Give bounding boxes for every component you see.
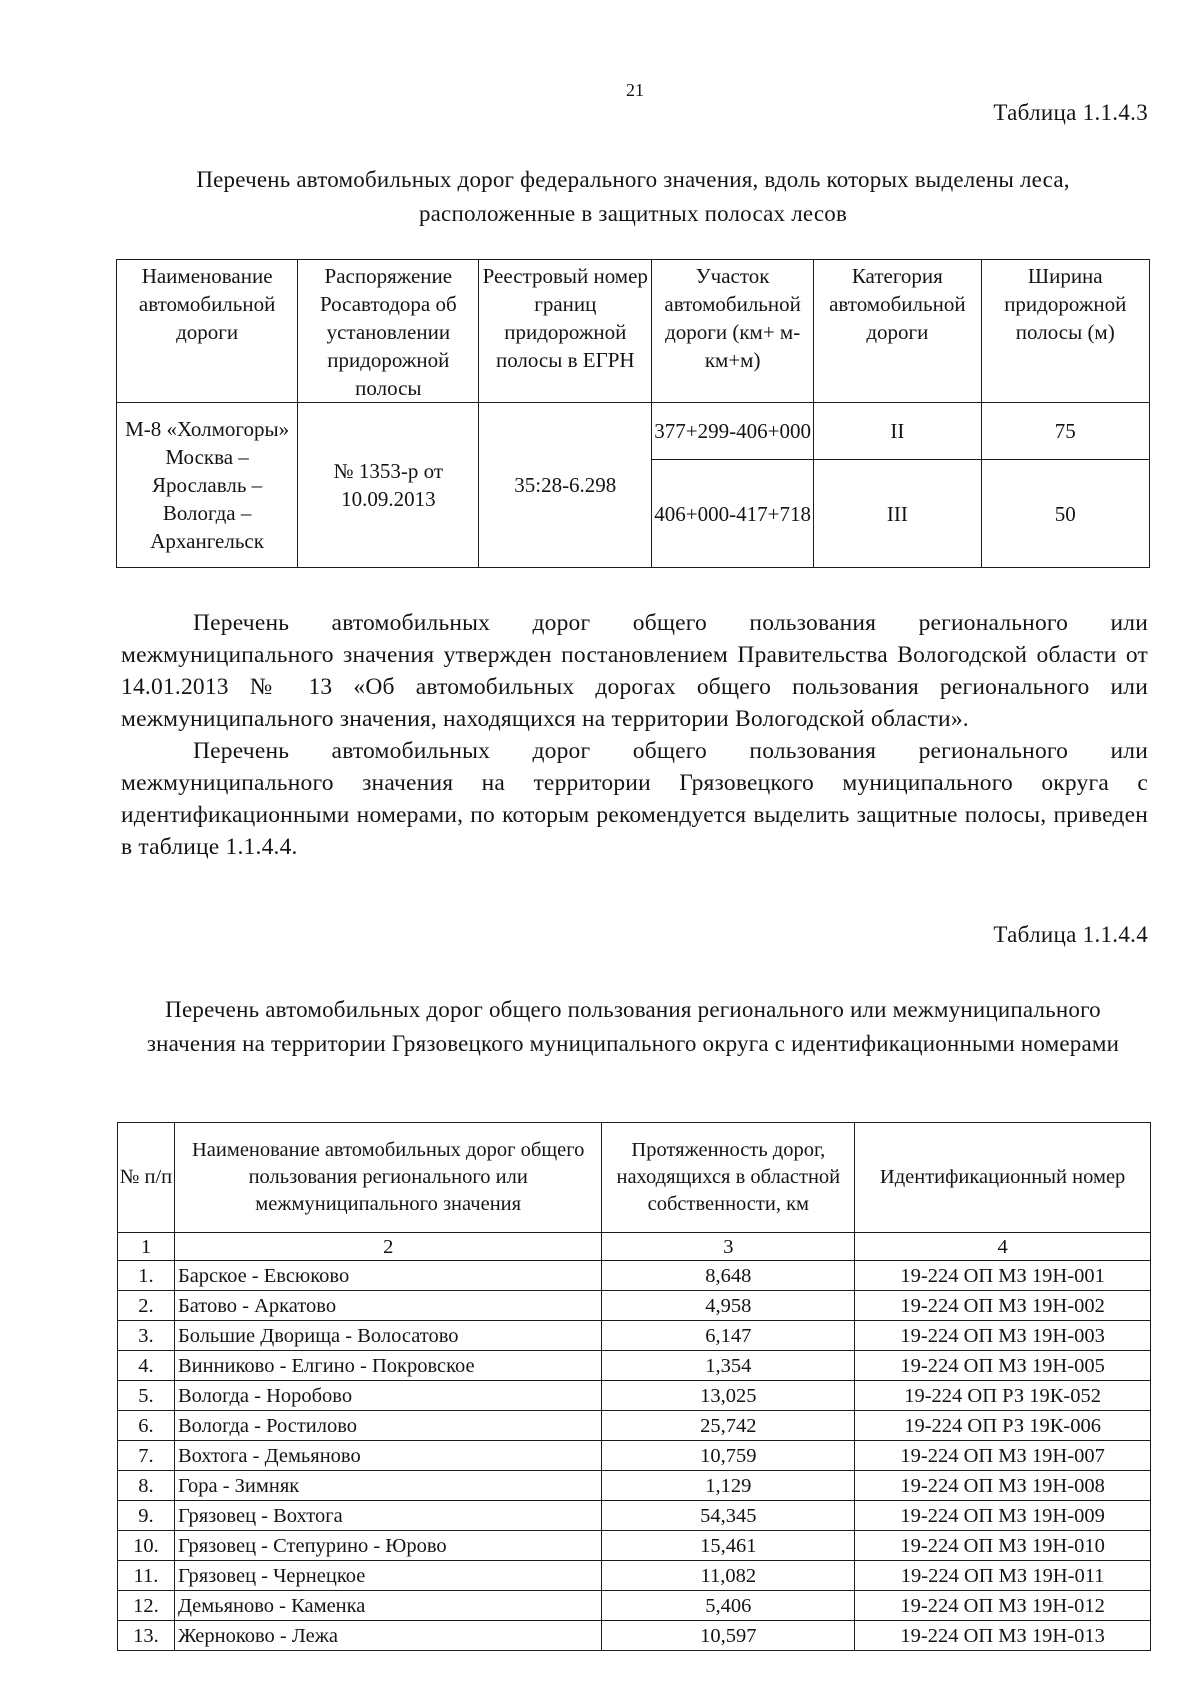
table-row	[118, 1261, 1151, 1291]
road-length: 25,742	[602, 1411, 855, 1441]
road-category: II	[814, 403, 981, 460]
table-row	[118, 1321, 1151, 1351]
road-name: Вологда - Ростилово	[174, 1411, 602, 1441]
road-name: Грязовец - Степурино - Юрово	[174, 1531, 602, 1561]
paragraph: Перечень автомобильных дорог общего пользования регионального или межмуниципального значения на территории Грязовецкого муниципального округа с идентификационными номерами, по которым рекомендуется выделить защитные полосы, приведен в таблице 1.1.4.4.	[121, 738, 1148, 860]
road-length: 1,354	[602, 1351, 855, 1381]
road-id: 19-224 ОП МЗ 19Н-009	[855, 1501, 1151, 1531]
road-name: Грязовец - Вохтога	[174, 1501, 602, 1531]
road-id: 19-224 ОП МЗ 19Н-007	[855, 1441, 1151, 1471]
road-length: 6,147	[602, 1321, 855, 1351]
road-length: 13,025	[602, 1381, 855, 1411]
column-header: Протяженность дорог, находящихся в областной собственности, км	[602, 1123, 855, 1233]
road-length: 4,958	[602, 1291, 855, 1321]
road-id: 19-224 ОП РЗ 19К-006	[855, 1411, 1151, 1441]
table-row	[118, 1501, 1151, 1531]
order-number: № 1353-р от 10.09.2013	[298, 403, 479, 568]
column-header: Наименование автомобильных дорог общего пользования регионального или межмуниципального значения	[174, 1123, 602, 1233]
column-number: 1	[118, 1233, 175, 1261]
road-length: 5,406	[602, 1591, 855, 1621]
table-label: Таблица 1.1.4.4	[993, 922, 1148, 947]
road-id: 19-224 ОП МЗ 19Н-003	[855, 1321, 1151, 1351]
table-row	[118, 1291, 1151, 1321]
table-row	[118, 1411, 1151, 1441]
road-name: Гора - Зимняк	[174, 1471, 602, 1501]
road-length: 1,129	[602, 1471, 855, 1501]
road-name: Винниково - Елгино - Покровское	[174, 1351, 602, 1381]
column-header: Реестровый номер границ придорожной полосы в ЕГРН	[479, 260, 652, 403]
paragraph: Перечень автомобильных дорог общего пользования регионального или межмуниципального значения утвержден постановлением Правительства Вологодской области от 14.01.2013 № 13 «Об автомобильных дорогах общего пользования регионального или межмуниципального значения, находящихся на территории Вологодской области».	[121, 610, 1148, 732]
column-number: 4	[855, 1233, 1151, 1261]
road-id: 19-224 ОП РЗ 19К-052	[855, 1381, 1151, 1411]
road-id: 19-224 ОП МЗ 19Н-012	[855, 1591, 1151, 1621]
table-row	[118, 1351, 1151, 1381]
road-id: 19-224 ОП МЗ 19Н-011	[855, 1561, 1151, 1591]
row-number: 10.	[118, 1531, 175, 1561]
strip-width: 75	[981, 403, 1149, 460]
regional-roads-table	[117, 1122, 1151, 1651]
road-id: 19-224 ОП МЗ 19Н-010	[855, 1531, 1151, 1561]
table-row	[118, 1591, 1151, 1621]
row-number: 8.	[118, 1471, 175, 1501]
row-number: 6.	[118, 1411, 175, 1441]
row-number: 1.	[118, 1261, 175, 1291]
column-number: 2	[174, 1233, 602, 1261]
body-text	[121, 607, 1148, 863]
table-row	[118, 1441, 1151, 1471]
road-id: 19-224 ОП МЗ 19Н-001	[855, 1261, 1151, 1291]
row-number: 9.	[118, 1501, 175, 1531]
table-caption: Перечень автомобильных дорог общего пользования регионального или межмуниципального значения на территории Грязовецкого муниципального округа с идентификационными номерами	[146, 997, 1120, 1056]
row-number: 12.	[118, 1591, 175, 1621]
road-name: Грязовец - Чернецкое	[174, 1561, 602, 1591]
registry-number: 35:28-6.298	[479, 403, 652, 568]
road-name: Демьяново - Каменка	[174, 1591, 602, 1621]
table-row	[118, 1531, 1151, 1561]
column-header: Участок автомобильной дороги (км+ м-км+м)	[652, 260, 814, 403]
road-section: 406+000-417+718	[652, 460, 814, 568]
strip-width: 50	[981, 460, 1149, 568]
road-section: 377+299-406+000	[652, 403, 814, 460]
column-header: Наименование автомобильной дороги	[117, 260, 298, 403]
column-header: № п/п	[118, 1123, 175, 1233]
table-row	[118, 1561, 1151, 1591]
road-id: 19-224 ОП МЗ 19Н-013	[855, 1621, 1151, 1651]
road-name: Батово - Аркатово	[174, 1291, 602, 1321]
road-length: 10,759	[602, 1441, 855, 1471]
column-header: Категория автомобильной дороги	[814, 260, 981, 403]
road-id: 19-224 ОП МЗ 19Н-002	[855, 1291, 1151, 1321]
row-number: 11.	[118, 1561, 175, 1591]
table-label: Таблица 1.1.4.3	[993, 100, 1148, 125]
row-number: 13.	[118, 1621, 175, 1651]
road-length: 11,082	[602, 1561, 855, 1591]
table-caption: Перечень автомобильных дорог федерального значения, вдоль которых выделены леса, расположенные в защитных полосах лесов	[196, 167, 1070, 226]
column-header: Идентификационный номер	[855, 1123, 1151, 1233]
road-name: Большие Дворища - Волосатово	[174, 1321, 602, 1351]
road-name: Жерноково - Лежа	[174, 1621, 602, 1651]
table-row	[118, 1621, 1151, 1651]
federal-roads-table	[116, 259, 1150, 568]
road-length: 15,461	[602, 1531, 855, 1561]
road-name: Вохтога - Демьяново	[174, 1441, 602, 1471]
row-number: 4.	[118, 1351, 175, 1381]
road-length: 8,648	[602, 1261, 855, 1291]
table-row	[118, 1471, 1151, 1501]
road-name: Вологда - Норобово	[174, 1381, 602, 1411]
column-header: Распоряжение Росавтодора об установлении придорожной полосы	[298, 260, 479, 403]
road-name: Барское - Евсюково	[174, 1261, 602, 1291]
row-number: 2.	[118, 1291, 175, 1321]
road-length: 54,345	[602, 1501, 855, 1531]
row-number: 7.	[118, 1441, 175, 1471]
table-row	[118, 1381, 1151, 1411]
road-id: 19-224 ОП МЗ 19Н-005	[855, 1351, 1151, 1381]
row-number: 5.	[118, 1381, 175, 1411]
column-number: 3	[602, 1233, 855, 1261]
road-category: III	[814, 460, 981, 568]
road-id: 19-224 ОП МЗ 19Н-008	[855, 1471, 1151, 1501]
road-name: М-8 «Холмогоры» Москва – Ярославль – Вологда – Архангельск	[117, 403, 298, 568]
road-length: 10,597	[602, 1621, 855, 1651]
column-header: Ширина придорожной полосы (м)	[981, 260, 1149, 403]
page-number: 21	[626, 80, 644, 100]
row-number: 3.	[118, 1321, 175, 1351]
